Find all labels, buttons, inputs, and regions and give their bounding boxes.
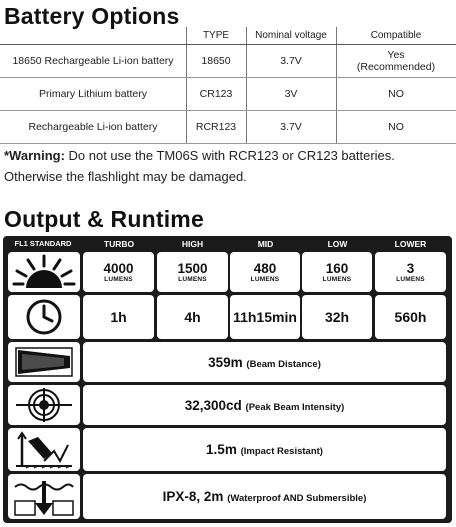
battery-type-2: CR123 [199,88,233,100]
battery-compatible-1 [336,45,456,77]
peak-intensity-label: (Peak Beam Intensity) [245,401,345,413]
target-intensity-icon [8,385,80,425]
level-low: LOW [327,239,348,249]
battery-name-3: Rechargeable Li-ion battery [28,121,158,133]
level-high: HIGH [181,239,204,249]
lumens-lower [375,252,446,292]
output-runtime-title: Output & Runtime [4,206,204,232]
lumens-unit: LUMENS [250,275,280,283]
peak-intensity [83,385,446,425]
lumens-value: 3 [406,260,415,276]
header-type: TYPE [202,30,230,41]
battery-voltage-3: 3.7V [280,121,302,133]
impact-drop-icon [8,428,80,471]
warning-text-1: Do not use the TM06S with RCR123 or CR123 batteries. [64,148,395,163]
waterproof-icon [8,474,80,519]
runtime-turbo [83,295,154,339]
waterproof-value: IPX-8, 2m [162,489,224,504]
runtime-value: 4h [184,309,201,325]
lumens-value: 4000 [103,260,134,276]
warning-line-2: Otherwise the flashlight may be damaged. [4,169,247,184]
fl1-standard-label: FL1 STANDARD [14,239,72,248]
level-mid: MID [257,239,274,249]
lumens-unit: LUMENS [178,275,207,283]
battery-voltage-2: 3V [284,88,298,100]
runtime-lower [375,295,446,339]
runtime-high [157,295,228,339]
runtime-mid [230,295,300,339]
compatible-value: Yes [387,49,405,61]
clock-icon [8,295,80,339]
lumens-value: 160 [325,260,349,276]
battery-name-2: Primary Lithium battery [39,88,147,100]
beam-distance-icon [8,342,80,382]
lumens-value: 1500 [177,260,208,276]
lumens-unit: LUMENS [396,275,425,283]
battery-type-1: 18650 [201,55,231,67]
impact-resistance [83,428,446,471]
peak-intensity-value: 32,300cd [184,397,242,413]
runtime-value: 11h15min [233,309,297,325]
lumens-unit: LUMENS [104,275,133,283]
lumens-low [302,252,372,292]
battery-name-1: 18650 Rechargeable Li-ion battery [12,55,174,67]
warning-line-1 [4,146,454,166]
sun-brightness-icon [8,252,80,292]
lumens-mid [230,252,300,292]
battery-compatible-2: NO [388,88,404,100]
impact-label: (Impact Resistant) [240,446,323,457]
level-lower: LOWER [394,239,427,249]
runtime-value: 560h [394,309,427,325]
level-turbo: TURBO [103,239,135,249]
beam-distance-value: 359m [208,354,243,370]
lumens-value: 480 [253,260,277,276]
runtime-value: 32h [324,309,350,325]
beam-distance [83,342,446,382]
impact-value: 1.5m [206,442,237,457]
battery-table [0,27,456,144]
waterproof-label: (Waterproof AND Submersible) [227,493,367,504]
header-voltage: Nominal voltage [255,30,327,41]
warning-label: *Warning: [4,148,65,163]
lumens-high [157,252,228,292]
lumens-unit: LUMENS [322,275,352,283]
compatible-note: (Recommended) [356,61,436,73]
runtime-low [302,295,372,339]
battery-options-title: Battery Options [4,3,180,29]
battery-compatible-3: NO [388,121,404,133]
lumens-turbo [83,252,154,292]
output-runtime-table [3,236,452,523]
beam-distance-label: (Beam Distance) [246,358,321,370]
battery-type-3: RCR123 [195,121,237,133]
waterproof-rating [83,474,446,519]
battery-voltage-1: 3.7V [280,55,302,67]
runtime-value: 1h [110,309,127,325]
header-compatible: Compatible [370,30,422,41]
